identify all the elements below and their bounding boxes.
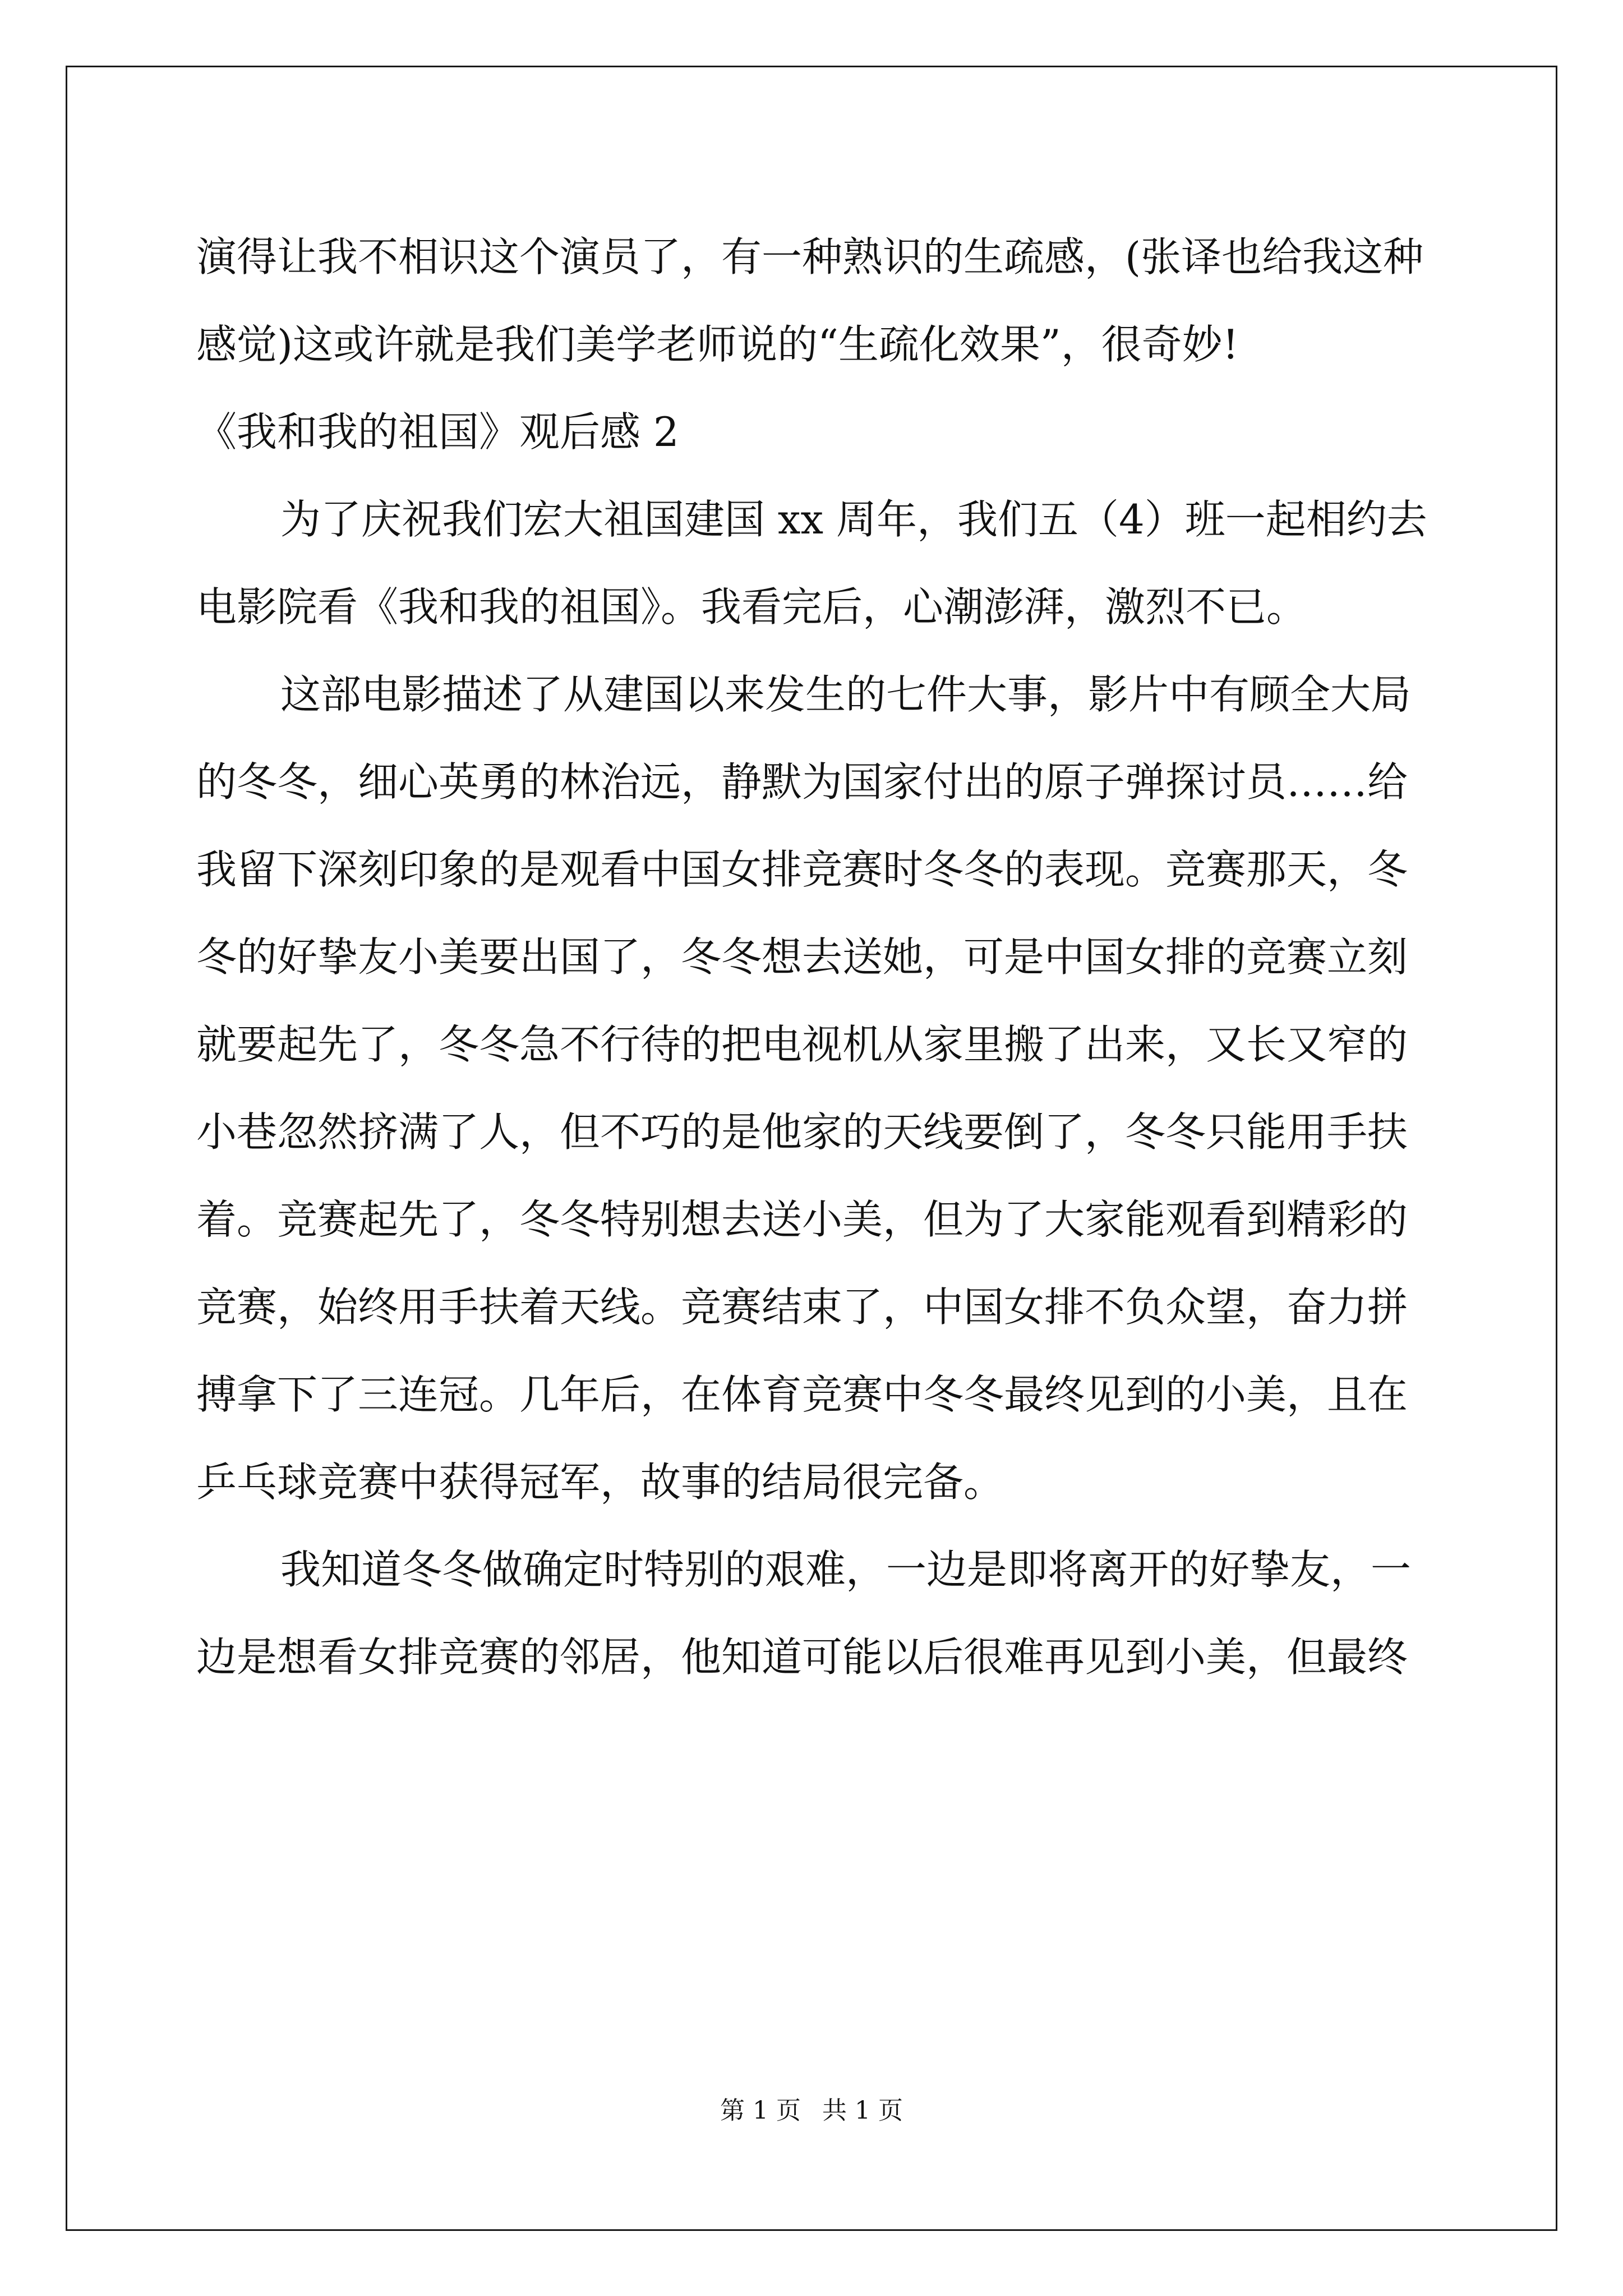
text-line: 搏拿下了三连冠。几年后，在体育竞赛中冬冬最终见到的小美，且在	[196, 1371, 1408, 1418]
text-line: 着。竞赛起先了，冬冬特别想去送小美，但为了大家能观看到精彩的	[196, 1196, 1408, 1243]
text-line: 乒乓球竞赛中获得冠军，故事的结局很完备。	[196, 1458, 1004, 1506]
page-number-current: 第 1 页	[720, 2096, 801, 2125]
text-line: 电影院看《我和我的祖国》。我看完后，心潮澎湃，激烈不已。	[196, 583, 1307, 631]
document-body	[196, 213, 1430, 1701]
text-line: 冬的好挚友小美要出国了，冬冬想去送她，可是中国女排的竞赛立刻	[196, 933, 1408, 981]
text-line: 竞赛，始终用手扶着天线。竞赛结束了，中国女排不负众望，奋力拼	[196, 1283, 1408, 1331]
text-line: 演得让我不相识这个演员了，有一种熟识的生疏感，(张译也给我这种	[196, 233, 1424, 280]
text-line: 边是想看女排竞赛的邻居，他知道可能以后很难再见到小美，但最终	[196, 1634, 1408, 1681]
page-number-total: 共 1 页	[822, 2096, 903, 2125]
text-line: 我知道冬冬做确定时特别的艰难，一边是即将离开的好挚友，一	[280, 1546, 1412, 1593]
text-line: 为了庆祝我们宏大祖国建国 xx 周年，我们五（4）班一起相约去	[280, 496, 1427, 543]
text-line: 就要起先了，冬冬急不行待的把电视机从家里搬了出来，又长又窄的	[196, 1021, 1408, 1068]
text-line: 我留下深刻印象的是观看中国女排竞赛时冬冬的表现。竞赛那天，冬	[196, 846, 1408, 893]
text-line: 的冬冬，细心英勇的林治远，静默为国家付出的原子弹探讨员……给	[196, 758, 1408, 806]
section-heading: 《我和我的祖国》观后感 2	[196, 408, 679, 455]
text-line: 这部电影描述了从建国以来发生的七件大事，影片中有顾全大局	[280, 671, 1412, 718]
page-footer	[0, 2094, 1623, 2128]
text-line: 小巷忽然挤满了人，但不巧的是他家的天线要倒了，冬冬只能用手扶	[196, 1108, 1408, 1156]
text-line: 感觉)这或许就是我们美学老师说的“生疏化效果”，很奇妙!	[196, 321, 1239, 368]
